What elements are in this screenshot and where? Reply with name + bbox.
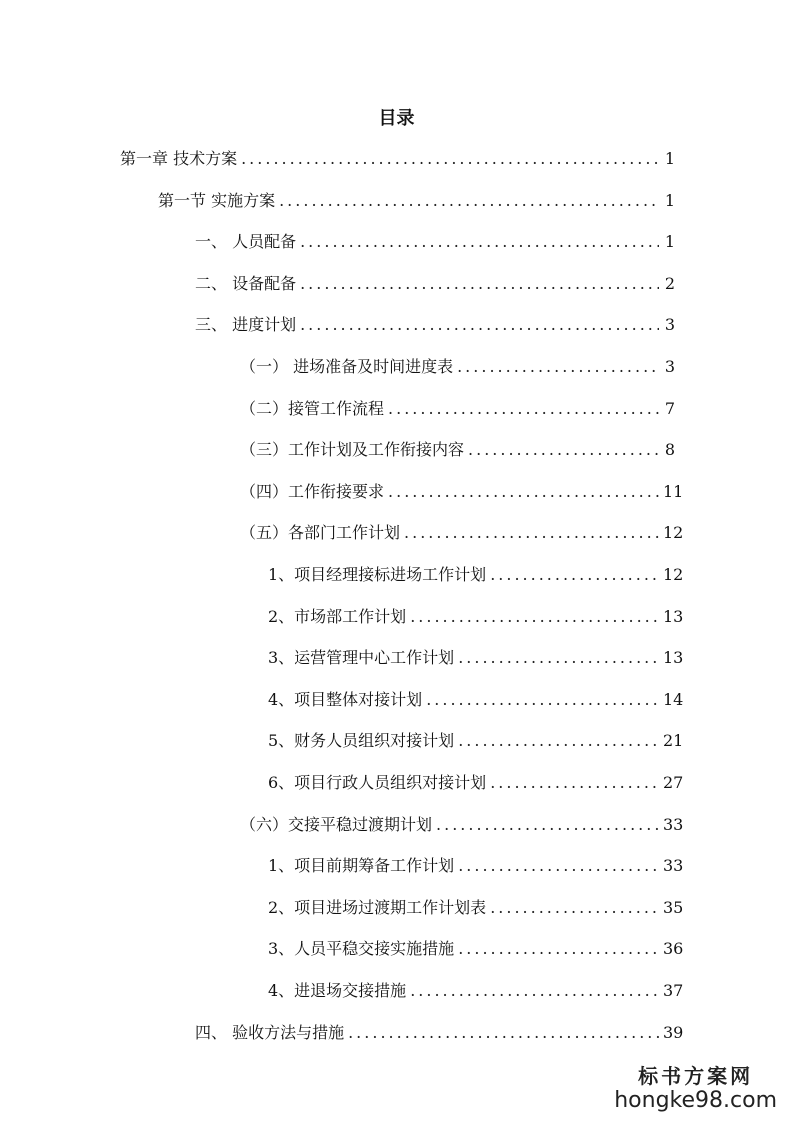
toc-entry-label: 1、项目经理接标进场工作计划 bbox=[268, 565, 487, 584]
toc-entry[interactable] bbox=[240, 397, 675, 421]
toc-entry[interactable] bbox=[268, 688, 684, 712]
toc-entry[interactable] bbox=[240, 355, 675, 379]
toc-entry-page: 1 bbox=[664, 232, 675, 251]
toc-leader-dots bbox=[490, 563, 659, 587]
toc-entry-page: 3 bbox=[664, 315, 675, 334]
toc-leader-dots bbox=[468, 438, 659, 462]
page-title: 目录 bbox=[378, 108, 415, 129]
toc-entry-label: 4、项目整体对接计划 bbox=[268, 690, 423, 709]
toc-leader-dots bbox=[426, 688, 659, 712]
toc-leader-dots bbox=[410, 979, 659, 1003]
toc-entry[interactable] bbox=[268, 646, 684, 670]
watermark bbox=[614, 1064, 777, 1114]
watermark-url: hongke98.com bbox=[614, 1088, 777, 1113]
toc-leader-dots bbox=[490, 896, 659, 920]
toc-entry-page: 33 bbox=[663, 856, 684, 875]
toc-leader-dots bbox=[388, 480, 659, 504]
toc-entry[interactable] bbox=[268, 563, 684, 587]
toc-entry-page: 3 bbox=[664, 357, 675, 376]
toc-entry-label: 第一节 实施方案 bbox=[158, 191, 276, 210]
toc-entry-page: 36 bbox=[663, 939, 684, 958]
toc-entry-page: 33 bbox=[663, 815, 684, 834]
toc-entry-page: 37 bbox=[663, 981, 684, 1000]
toc-entry-label: 二、 设备配备 bbox=[195, 274, 297, 293]
toc-leader-dots bbox=[458, 854, 659, 878]
toc-leader-dots bbox=[279, 189, 659, 213]
toc-entry[interactable] bbox=[240, 813, 684, 837]
toc-entry[interactable] bbox=[158, 189, 675, 213]
toc-entry[interactable] bbox=[268, 979, 684, 1003]
toc-entry-page: 1 bbox=[664, 191, 675, 210]
toc-leader-dots bbox=[300, 272, 659, 296]
toc-entry-label: （二）接管工作流程 bbox=[240, 399, 385, 418]
toc-entry-page: 21 bbox=[663, 731, 684, 750]
toc-entry-page: 13 bbox=[663, 648, 684, 667]
toc-leader-dots bbox=[490, 771, 659, 795]
toc-entry-page: 1 bbox=[664, 149, 675, 168]
toc-entry[interactable] bbox=[120, 147, 675, 171]
toc-leader-dots bbox=[458, 729, 659, 753]
toc-entry[interactable] bbox=[195, 230, 675, 254]
toc-entry-page: 11 bbox=[663, 482, 684, 501]
toc-entry-label: 5、财务人员组织对接计划 bbox=[268, 731, 455, 750]
toc-entry-page: 14 bbox=[663, 690, 684, 709]
toc-entry-label: （六）交接平稳过渡期计划 bbox=[240, 815, 433, 834]
toc-entry-label: （四）工作衔接要求 bbox=[240, 482, 385, 501]
toc-entry[interactable] bbox=[268, 896, 684, 920]
toc-leader-dots bbox=[388, 397, 659, 421]
toc-entry-page: 2 bbox=[664, 274, 675, 293]
toc-entry-label: 2、项目进场过渡期工作计划表 bbox=[268, 898, 487, 917]
toc-entry-label: （五）各部门工作计划 bbox=[240, 523, 401, 542]
toc-entry-page: 7 bbox=[664, 399, 675, 418]
toc-entry[interactable] bbox=[268, 854, 684, 878]
toc-entry-page: 12 bbox=[663, 523, 684, 542]
toc-entry[interactable] bbox=[240, 438, 675, 462]
toc-entry[interactable] bbox=[195, 1021, 684, 1045]
toc-leader-dots bbox=[348, 1021, 659, 1045]
toc-entry-label: 四、 验收方法与措施 bbox=[195, 1023, 345, 1042]
toc-entry-label: 3、运营管理中心工作计划 bbox=[268, 648, 455, 667]
toc-leader-dots bbox=[458, 646, 659, 670]
toc-leader-dots bbox=[410, 605, 659, 629]
toc-leader-dots bbox=[300, 313, 659, 337]
toc-entry-page: 27 bbox=[663, 773, 684, 792]
toc-entry-label: 6、项目行政人员组织对接计划 bbox=[268, 773, 487, 792]
toc-entry-label: 第一章 技术方案 bbox=[120, 149, 238, 168]
toc-leader-dots bbox=[300, 230, 659, 254]
toc-leader-dots bbox=[458, 937, 659, 961]
toc-leader-dots bbox=[404, 521, 659, 545]
toc-entry[interactable] bbox=[195, 272, 675, 296]
toc-entry-label: 2、市场部工作计划 bbox=[268, 607, 407, 626]
toc-entry[interactable] bbox=[195, 313, 675, 337]
toc-entry-label: （一） 进场准备及时间进度表 bbox=[240, 357, 454, 376]
toc-leader-dots bbox=[241, 147, 659, 171]
toc-entry[interactable] bbox=[268, 729, 684, 753]
toc-entry-label: 一、 人员配备 bbox=[195, 232, 297, 251]
toc-leader-dots bbox=[436, 813, 659, 837]
toc-entry[interactable] bbox=[268, 605, 684, 629]
toc-entry-page: 12 bbox=[663, 565, 684, 584]
toc-entry-label: （三）工作计划及工作衔接内容 bbox=[240, 440, 465, 459]
toc-entry-page: 35 bbox=[663, 898, 684, 917]
toc-entry-page: 39 bbox=[663, 1023, 684, 1042]
toc-entry-label: 3、人员平稳交接实施措施 bbox=[268, 939, 455, 958]
toc-entry[interactable] bbox=[268, 771, 684, 795]
toc-entry-label: 4、进退场交接措施 bbox=[268, 981, 407, 1000]
toc-entry-label: 1、项目前期筹备工作计划 bbox=[268, 856, 455, 875]
toc-entry-label: 三、 进度计划 bbox=[195, 315, 297, 334]
toc-entry-page: 8 bbox=[664, 440, 675, 459]
watermark-name: 标书方案网 bbox=[638, 1064, 754, 1088]
toc-entry-page: 13 bbox=[663, 607, 684, 626]
toc-entry[interactable] bbox=[268, 937, 684, 961]
toc-entry[interactable] bbox=[240, 480, 684, 504]
toc-leader-dots bbox=[457, 355, 659, 379]
toc-entry[interactable] bbox=[240, 521, 684, 545]
